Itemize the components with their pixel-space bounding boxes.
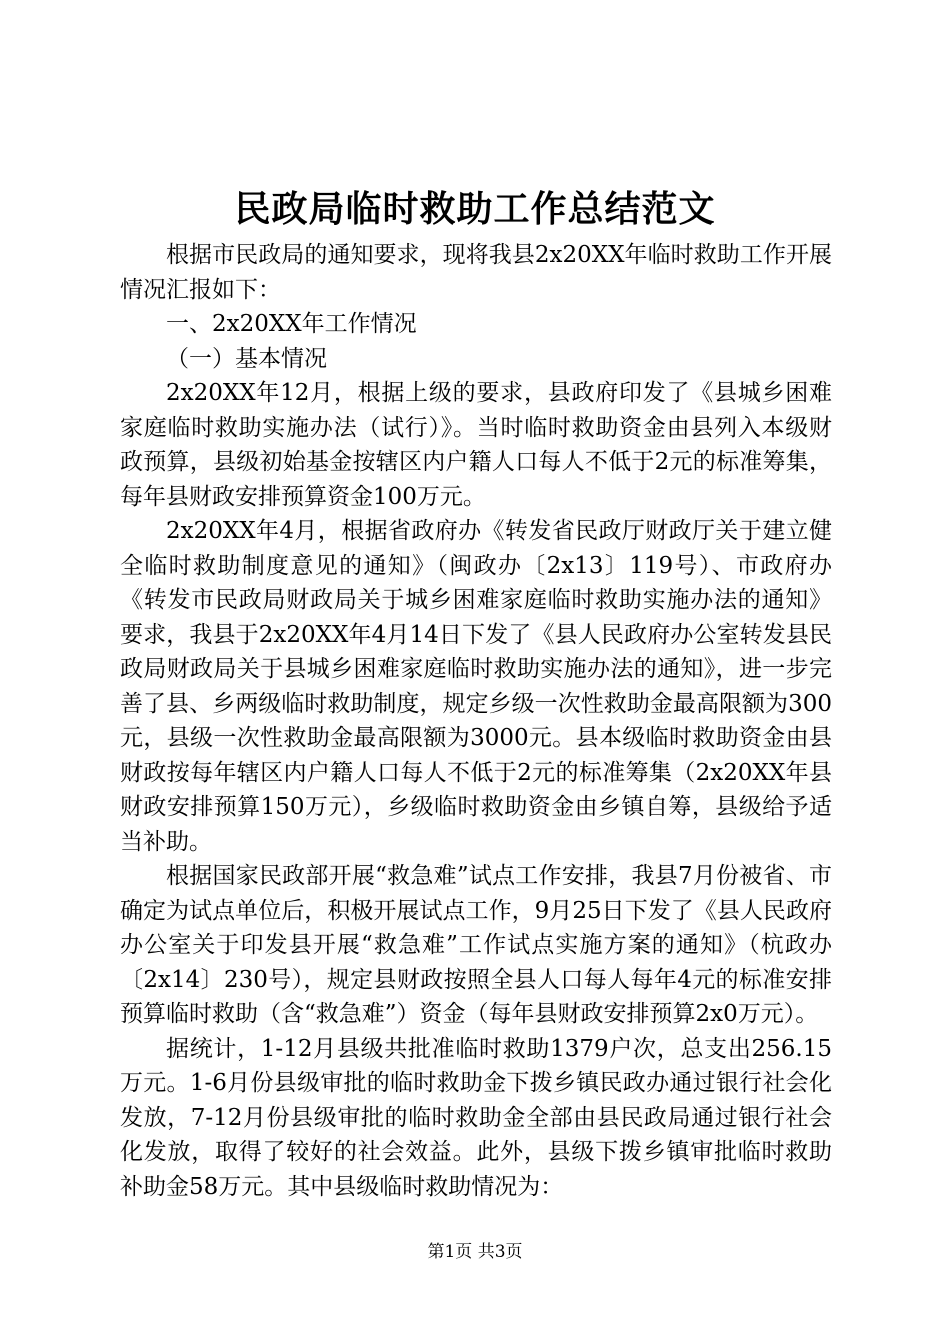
paragraph-body: 据统计，1-12月县级共批准临时救助1379户次，总支出256.15万元。1-6月份县级审批的临时救助金下拨乡镇民政办通过银行社会化发放，7-12月份县级审批的临时救助金全部由县民政局通过银行社会化发放，取得了较好的社会效益。此外，县级下拨乡镇审批临时救助补助金58万元。其中县级临时救助情况为：: [120, 1035, 832, 1200]
document-title: 民政局临时救助工作总结范文: [234, 188, 716, 230]
paragraph-body: 2x20XX年12月，根据上级的要求，县政府印发了《县城乡困难家庭临时救助实施办法（试行）》。当时临时救助资金由县列入本级财政预算，县级初始基金按辖区内户籍人口每人不低于2元的标准筹集，每年县财政安排预算资金100万元。: [120, 380, 832, 510]
paragraph-intro: 根据市民政局的通知要求，现将我县2x20XX年临时救助工作开展情况汇报如下：: [120, 242, 832, 303]
section-heading: 一、2x20XX年工作情况: [166, 311, 417, 337]
subsection-heading: （一）基本情况: [166, 345, 327, 372]
page-footer: 第1页 共3页: [427, 1242, 523, 1262]
paragraph-body: 根据国家民政部开展“救急难”试点工作安排，我县7月份被省、市确定为试点单位后，积极开展试点工作，9月25日下发了《县人民政府办公室关于印发县开展“救急难”工作试点实施方案的通知》（杭政办〔2x14〕230号），规定县财政按照全县人口每人每年4元的标准安排预算临时救助（含“救急难”）资金（每年县财政安排预算2x0万元）。: [120, 863, 832, 1027]
paragraph-body: 2x20XX年4月，根据省政府办《转发省民政厅财政厅关于建立健全临时救助制度意见的通知》（闽政办〔2x13〕119号）、市政府办《转发市民政局财政局关于城乡困难家庭临时救助实施办法的通知》要求，我县于2x20XX年4月14日下发了《县人民政府办公室转发县民政局财政局关于县城乡困难家庭临时救助实施办法的通知》，进一步完善了县、乡两级临时救助制度，规定乡级一次性救助金最高限额为300元，县级一次性救助金最高限额为3000元。县本级临时救助资金由县财政按每年辖区内户籍人口每人不低于2元的标准筹集（2x20XX年县财政安排预算150万元），乡级临时救助资金由乡镇自筹，县级给予适当补助。: [120, 518, 832, 855]
document-body: [120, 238, 832, 1204]
